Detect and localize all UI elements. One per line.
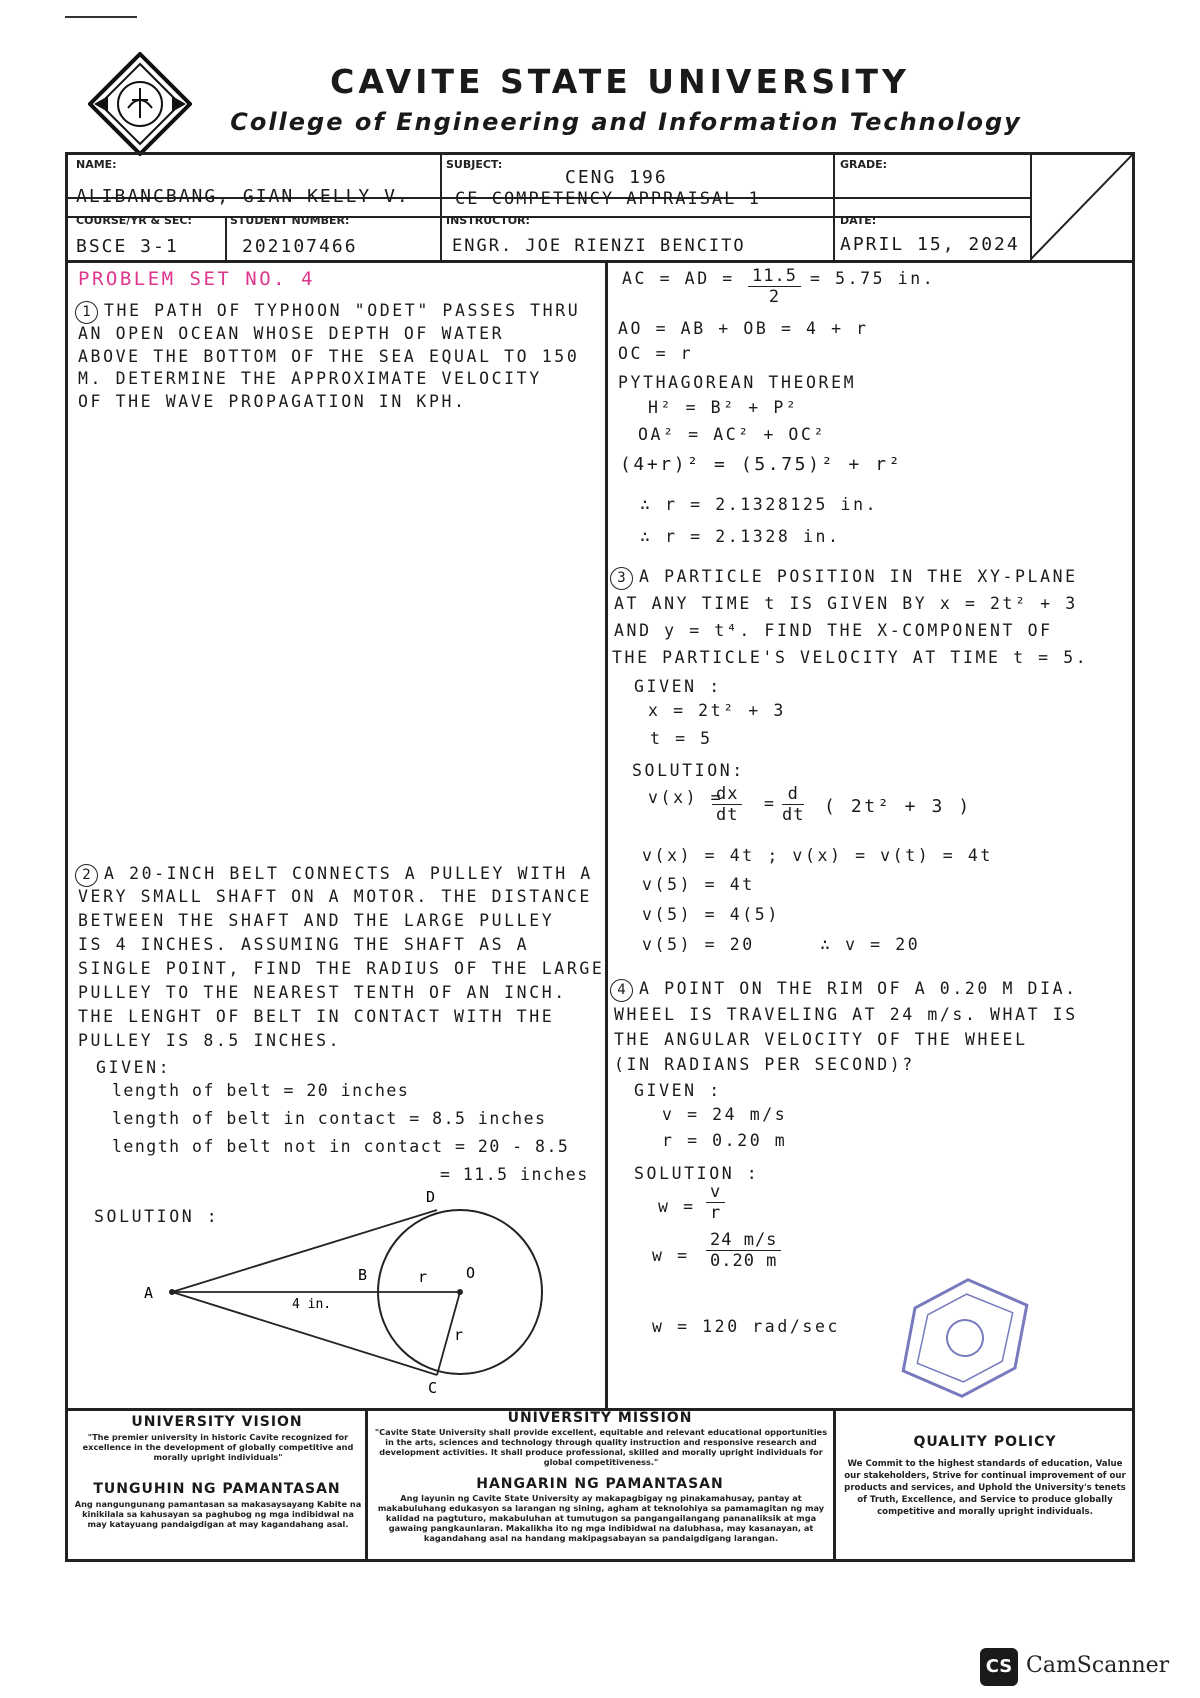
- instructor-label: INSTRUCTOR:: [446, 214, 530, 227]
- p4-given-label: GIVEN :: [634, 1081, 722, 1100]
- grade-label: GRADE:: [840, 158, 888, 171]
- r-result: ∴ r = 2.1328125 in.: [640, 495, 879, 514]
- camscanner-logo-icon: CS: [980, 1648, 1018, 1686]
- subject-code: CENG 196: [565, 167, 668, 188]
- footer-divider: [833, 1408, 836, 1562]
- oc-line: OC = r: [618, 344, 694, 363]
- p3-work-line: v(5) = 20: [642, 935, 755, 954]
- problem-set-title: PROBLEM SET NO. 4: [78, 268, 315, 290]
- p3-solution-label: SOLUTION:: [632, 761, 745, 780]
- problem-2-line: PULLEY IS 8.5 INCHES.: [78, 1031, 342, 1050]
- p3-work-line: v(5) = 4(5): [642, 905, 780, 924]
- equation-line: (4+r)² = (5.75)² + r²: [620, 454, 903, 475]
- equation-line: OA² = AC² + OC²: [638, 425, 827, 444]
- problem-4-number: 4: [610, 979, 633, 1002]
- problem-4-line: THE ANGULAR VELOCITY OF THE WHEEL: [614, 1030, 1028, 1049]
- dx-dt-fraction: $\frac{dx}{dt}$: [712, 784, 742, 825]
- grid-line: [833, 152, 835, 260]
- grade-slash: [1030, 152, 1135, 260]
- velocity-label: v(x) =: [648, 788, 724, 807]
- tunguhin-title: TUNGUHIN NG PAMANTASAN: [93, 1481, 341, 1497]
- ac-result: = 5.75 in.: [810, 269, 936, 288]
- problem-3-line: AND y = t⁴. FIND THE X-COMPONENT OF: [614, 621, 1053, 640]
- d-dt-fraction: $\frac{d}{dt}$: [782, 784, 805, 825]
- student-number-value: 202107466: [242, 236, 358, 257]
- date-value: APRIL 15, 2024: [840, 234, 1020, 255]
- problem-3-number: 3: [610, 567, 633, 590]
- r-result: ∴ r = 2.1328 in.: [640, 527, 841, 546]
- p4-given-line: r = 0.20 m: [662, 1131, 788, 1150]
- column-divider: [605, 260, 608, 1410]
- label-o: O: [466, 1264, 476, 1282]
- grid-line: [225, 216, 227, 260]
- omega-label: w =: [658, 1197, 696, 1216]
- omega-fraction: $\frac{24 m/s}{0.20 m}$: [706, 1230, 781, 1271]
- quality-policy-title: QUALITY POLICY: [913, 1434, 1057, 1450]
- given-line: length of belt in contact = 8.5 inches: [112, 1109, 547, 1128]
- p4-given-line: v = 24 m/s: [662, 1105, 788, 1124]
- p3-work-line: v(x) = 4t ; v(x) = v(t) = 4t: [642, 846, 993, 865]
- top-rule: [65, 16, 137, 18]
- label-r: r: [418, 1268, 428, 1286]
- hangarin-text: Ang layunin ng Cavite State University ay makapagbigay ng pinakamahusay, pantay at makabuluhang edukasyon sa larangan ng sining, agham at teknolohiya sa pamamagitan ng may kalidad na pagtuturo, makabuluhan at tumutugon sa pangangailangang pananaliksik at mga gawaing pangkaunlaran. Makalikha ito ng mga indibidwal na dalubhasa, may kasanayan, at kagandahang asal na handang makipagsabayan sa pandaigdigang larangan.: [377, 1493, 825, 1543]
- problem-4-line: 4 A POINT ON THE RIM OF A 0.20 M DIA.: [610, 978, 1078, 1002]
- given-line: length of belt = 20 inches: [112, 1081, 410, 1100]
- problem-3-line: THE PARTICLE'S VELOCITY AT TIME t = 5.: [612, 648, 1089, 667]
- date-label: DATE:: [840, 214, 877, 227]
- p3-answer: ∴ v = 20: [820, 935, 921, 954]
- given-label: GIVEN:: [96, 1058, 172, 1077]
- equation-line: H² = B² + P²: [648, 398, 799, 417]
- ao-line: AO = AB + OB = 4 + r: [618, 319, 869, 338]
- problem-3-line: AT ANY TIME t IS GIVEN BY x = 2t² + 3: [614, 594, 1078, 613]
- equals-sign: =: [764, 794, 777, 813]
- problem-4-line: WHEEL IS TRAVELING AT 24 m/s. WHAT IS: [614, 1005, 1078, 1024]
- problem-1-line: OF THE WAVE PROPAGATION IN KPH.: [78, 392, 467, 411]
- camscanner-watermark: CamScanner: [1026, 1653, 1170, 1678]
- subject-label: SUBJECT:: [446, 158, 503, 171]
- grid-line: [440, 152, 442, 260]
- course-value: BSCE 3-1: [76, 236, 179, 257]
- instructor-value: ENGR. JOE RIENZI BENCITO: [452, 236, 746, 256]
- velocity-expression: ( 2t² + 3 ): [824, 796, 972, 817]
- mission-title: UNIVERSITY MISSION: [507, 1410, 693, 1426]
- p3-given-line: x = 2t² + 3: [648, 701, 786, 720]
- problem-1-line: ABOVE THE BOTTOM OF THE SEA EQUAL TO 150: [78, 347, 580, 366]
- subject-title: CE COMPETENCY APPRAISAL 1: [455, 189, 761, 209]
- problem-1-number: 1: [75, 301, 98, 324]
- problem-2-number: 2: [75, 864, 98, 887]
- course-label: COURSE/YR & SEC:: [76, 214, 192, 227]
- label-b: B: [358, 1266, 368, 1284]
- label-a: A: [144, 1284, 154, 1302]
- vision-title: UNIVERSITY VISION: [131, 1414, 303, 1430]
- hangarin-title: HANGARIN NG PAMANTASAN: [476, 1476, 724, 1492]
- p3-given-label: GIVEN :: [634, 677, 722, 696]
- label-r: r: [454, 1326, 464, 1344]
- vision-text: "The premier university in historic Cavite recognized for excellence in the development of globally competitive and morally upright individuals": [82, 1432, 354, 1462]
- omega-label: w =: [652, 1246, 690, 1265]
- solution-label: SOLUTION :: [94, 1207, 220, 1226]
- pythagorean-title: PYTHAGOREAN THEOREM: [618, 373, 857, 392]
- problem-1-line: AN OPEN OCEAN WHOSE DEPTH OF WATER: [78, 324, 505, 343]
- problem-2-line: SINGLE POINT, FIND THE RADIUS OF THE LARGE: [78, 959, 605, 978]
- name-label: NAME:: [76, 158, 117, 171]
- problem-2-line: 2 A 20-INCH BELT CONNECTS A PULLEY WITH A: [75, 863, 593, 887]
- problem-1-line: 1 THE PATH OF TYPHOON "ODET" PASSES THRU: [75, 300, 580, 324]
- problem-1-line: M. DETERMINE THE APPROXIMATE VELOCITY: [78, 369, 542, 388]
- university-seal-icon: [88, 52, 192, 156]
- college-title: College of Engineering and Information Technology: [230, 108, 1022, 136]
- problem-3-line: 3 A PARTICLE POSITION IN THE XY-PLANE: [610, 566, 1078, 590]
- problem-2-line: PULLEY TO THE NEAREST TENTH OF AN INCH.: [78, 983, 567, 1002]
- v-over-r-fraction: $\frac{v}{r}$: [706, 1182, 725, 1223]
- mission-text: "Cavite State University shall provide excellent, equitable and relevant educational opportunities in the arts, sciences and technology through quality instruction and responsive research and development activities. It shall produce professional, skilled and morally upright individuals for global competitiveness.": [374, 1427, 828, 1467]
- student-number-label: STUDENT NUMBER:: [230, 214, 350, 227]
- problem-2-line: IS 4 INCHES. ASSUMING THE SHAFT AS A: [78, 935, 530, 954]
- problem-2-line: VERY SMALL SHAFT ON A MOTOR. THE DISTANCE: [78, 887, 592, 906]
- grid-line: [65, 216, 1030, 218]
- pulley-diagram: [130, 1180, 590, 1410]
- footer-divider: [365, 1408, 368, 1562]
- university-title: CAVITE STATE UNIVERSITY: [330, 62, 910, 101]
- p3-given-line: t = 5: [650, 729, 713, 748]
- problem-4-line: (IN RADIANS PER SECOND)?: [614, 1055, 915, 1074]
- tunguhin-text: Ang nangungunang pamantasan sa makasaysayang Kabite na kinikilala sa kahusayan sa paghubog ng mga indibidwal na may katayuang pandaigdigan at may kagandahang asal.: [74, 1499, 362, 1529]
- label-d: D: [426, 1188, 436, 1206]
- p4-answer: w = 120 rad/sec: [652, 1317, 841, 1336]
- given-line: = 11.5 inches: [440, 1165, 589, 1184]
- problem-2-line: BETWEEN THE SHAFT AND THE LARGE PULLEY: [78, 911, 555, 930]
- ac-fraction: $\frac{11.5}{2}$: [748, 266, 801, 307]
- given-line: length of belt not in contact = 20 - 8.5: [112, 1137, 570, 1156]
- label-c: C: [428, 1379, 438, 1397]
- label-distance: 4 in.: [292, 1297, 332, 1312]
- p4-solution-label: SOLUTION :: [634, 1164, 760, 1183]
- problem-2-line: THE LENGHT OF BELT IN CONTACT WITH THE: [78, 1007, 555, 1026]
- name-value: ALIBANCBANG, GIAN KELLY V.: [76, 186, 410, 207]
- ac-ad-line: AC = AD =: [622, 269, 735, 288]
- quality-policy-text: We Commit to the highest standards of education, Value our stakeholders, Strive for continual improvement of our products and services, and Uphold the University's tenets of Truth, Excellence, and Service to produce globally competitive and morally upright individuals.: [844, 1459, 1126, 1517]
- grid-line: [65, 260, 1135, 263]
- p3-work-line: v(5) = 4t: [642, 875, 755, 894]
- pice-stamp-icon: [865, 1268, 1065, 1408]
